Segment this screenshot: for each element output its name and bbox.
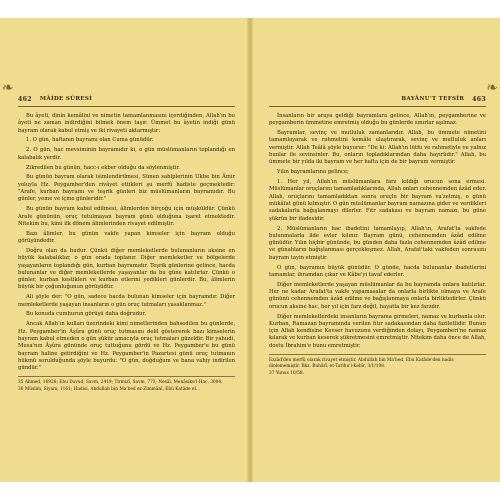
paragraph: Diğer memleketlerde yaşayan müslümanlar da bu bayramda onlara katılırlar. Her ne kadar Arafat'ta vakfe yapamasalar da onlarla birlikte olmaya ve Arafe gününü cehennemden âzâd edilme ve bağışlanmaya onlarla birliktedirler. Çünkü orucun aksine hac, her yıl için farz değil, hayatta bir kez farzdır. (269, 281, 486, 310)
footnote: 35 Ahmed, 16928; Ebu Davud, Savm, 2419; Tirmizî, Savm, 773; Nesâî, Menâsiku'l-Hac, 3004. (18, 380, 223, 386)
page-number: 462 (18, 95, 32, 103)
paragraph: Ancak Allah'ın kulları üzerindeki kimi nimetlerinden bahsedilen bu günlerde, Hz. Peygamber'in Âşûra günü oruç tutmasını delil göstererek bazı kimselerin bayram kabul etmeden o gün şükür amacıyla oruç tutmaları güzeldir. Bir yahudi, Musa'nın Âşûra gününde oruç tuttuğunu gördü ve Hz. Peygamber'e bu günü bayram haline getirdiğini ve Hz. Peygamber'in Pazartesi günü oruç tutmanın hükmü sorulduğunda şöyle buyurdu: "O gün, doğduğum ve bana vahiy indirilen gündür." (18, 321, 235, 372)
running-title: BAYÂNU'T TEFSÎR (401, 96, 465, 102)
page-number: 463 (472, 95, 486, 103)
corner-ornament-icon: ❧ (2, 80, 14, 96)
paragraph: Bu konuda cumhurun görüşü daha doğrudur. (26, 311, 147, 318)
page-header (18, 92, 235, 107)
open-book (0, 18, 500, 482)
footnote: 37 Yunus 10/58. (269, 370, 304, 376)
corner-ornament-icon: ❧ (486, 80, 498, 96)
paragraph: Diğer memleketlerdeki insanların bayrama girmeleri, namaz ve kurbanla olur. Kurban, Ramazan bayramında verilen fıtır sadakasından daha faziletlidir. Bunun için Allah kendisine Kevser havuzunu verdiğinden dolayı, Peygamberi'ne namaz kılarak ve kurban keserek şükretmesini emretmiştir. Nitekim daha önce de Allah, dostu İbrahim'e bunu emretmiştir. (269, 313, 486, 349)
paragraph: Doğru olan da budur. Çünkü diğer memleketlerde bulunanların aksine en büyük kalabalıklar, o gün orada toplanır. Diğer memleketler ve bölgelerde yaşayanların toplandığı gün, kurban bayramıdır. Teşrik günlerine gelince, hacda bulunanlar ve diğer memleketlerde yaşayanlar da bu güne katılırlar. Çünkü o günler, kurban kestikleri ve kurban etlerini yedikleri günlerdir. Bu, âlimlerin büyük bir çoğunluğunun görüşüdür. (18, 247, 235, 291)
right-page (253, 18, 500, 482)
paragraph: 2. Müslümanların hac ibadetini tamamlayıp, Allah'ın, Arafat'ta vakfede bulunmalarla ilde evler kılınır. Bayram günü, cehennemden âzâd edilme günüdür. Yılın hiçbir gününde, bu günden daha fazla cehennemden âzâd edilme ve günahların bağışlanması gerçekleşmez. Allah, Arafat'taki vakfeden sonrasını bayram tayin etmiştir. (269, 225, 486, 261)
paragraph: Bazı âlimler, bu günün vakfe yapan kimseler için bayram olduğu görüşündedir. (18, 230, 235, 245)
paragraph: Zikredilen bu günün, hacc-ı ekber olduğu da söylenmiştir. (26, 164, 180, 171)
paragraph: Bu günün bayram olarak isimlendirilmesi, Sünen sahiplerinin Ukbe bin Âmir yoluyla Hz. Peygamber'den rivâyet ettikleri şu merfû hadiste geçmektedir: "Arafe, kurban bayramı ve teşrik günleri biz müslümanların bayramıdır. Bu günler, yeme ve içme günleridir." (18, 174, 235, 203)
body-text (18, 113, 235, 372)
running-title: MÂİDE SÛRESİ (39, 96, 93, 102)
paragraph: Yılın bayramlarına gelince; (277, 169, 349, 176)
footnotes (269, 354, 486, 377)
paragraph: 1. O gün, haftanın bayramı olan Cuma günüdür. (26, 137, 154, 144)
left-page (0, 18, 247, 482)
page-header (269, 92, 486, 107)
footnotes (18, 376, 235, 393)
paragraph: Bayramlar, sevinç ve mutluluk zamanlarıdır. Allah, bu ümmete nimetini tamamlayarak ve rahmetini kemâle ulaştırarak, sevinç ve mutluluk anları vermiştir. Allah Teâlâ şöyle buyurur: "De ki: Allah'ın lütfu ve rahmetiyle ve yalnız bunlar ile sevinsinler. Bu, onların topladıklarından daha hayırlıdır." Allah, bu ümmete bir yılda iki bayram ve her hafta için de bir bayram vermiştir. (269, 130, 486, 166)
paragraph: 1. Her yıl, Allah'ın müslümanlara farz kıldığı orucun sona ermesi. Müslümanlar oruçlarını tamamladıklarında, Allah onları cehennemden âzâd eder. Allah, oruçlarını tamamladıktan sonra oruçlu bir bayram va'zetmiş, o günü mükâfat günü kılmıştır. O gün müslümanlar bayram namazına gider ve verdikleri sadakalarla bağışlanmayı dilerler. Fıtr sadakası ve bayram namazı, bu güne şükrün bir ifadesidir. (269, 179, 486, 222)
paragraph: İnsanların bir araya geldiği bayramlara gelince, Allah'ın, peygamberine ve peygamberin ümmetine emretmiş olduğu bu günlerde sınırlar aşılmaz. (269, 113, 486, 127)
body-text (269, 113, 486, 350)
footnote: Ezzâd'den merfû olarak rivayet etmiştir. Abdullah bin Ma'bed, Ebu Katâde'den hadis dinlememiştir. Bkz. Buhârî, et-Tarihu'l-Kebîr, 3/1/198. (269, 358, 454, 369)
footnote: 36 Müslim, Siyam, 1161; Hadisi, Abdullah bin Ma'bed ez-Zimmânî, Ebû Katâde ef... (18, 387, 201, 393)
paragraph: Ali şöyle der: "O gün, sadece hacda bulunan kimseler için bayramdır. Diğer memleketlerde yaşayan insanların o gün oruç tutmaları yasaklanmaz." (18, 294, 235, 308)
paragraph: Bu âyeti, dinin kemâlini ve nimetin tamamlanmasını içerdiğinden, Allah'ın bu âyeti ne zaman indirdiğini bilmek önem taşır. Ümmet bu âyetin indiği günü bayram olarak kabul etmiş ve iki rivayeti aktarmıştır: (18, 113, 235, 134)
paragraph: O gün, bayramın büyük günüdür. O günde, hacda bulunanlar ibadetlerini tamamlar, ihramdan çıkar ve Kâbe'yi tavaf ederler. (269, 264, 486, 278)
paragraph: 2. O gün, hac mevsiminin bayramıdır ki, o gün müslümanların toplandığı en kalabalık yerdir. (18, 147, 235, 161)
paragraph: Bu günün bayram kabul edilmesi, âlimlerden birçoğu için müşküldür. Çünkü Arafe gününün, oruç tutulmayan bayram günü olduğuna işaret etmektedir. Nitekim bu, kimi ilk dönem âlimlerinden rivayet edilmiştir. (18, 206, 235, 227)
